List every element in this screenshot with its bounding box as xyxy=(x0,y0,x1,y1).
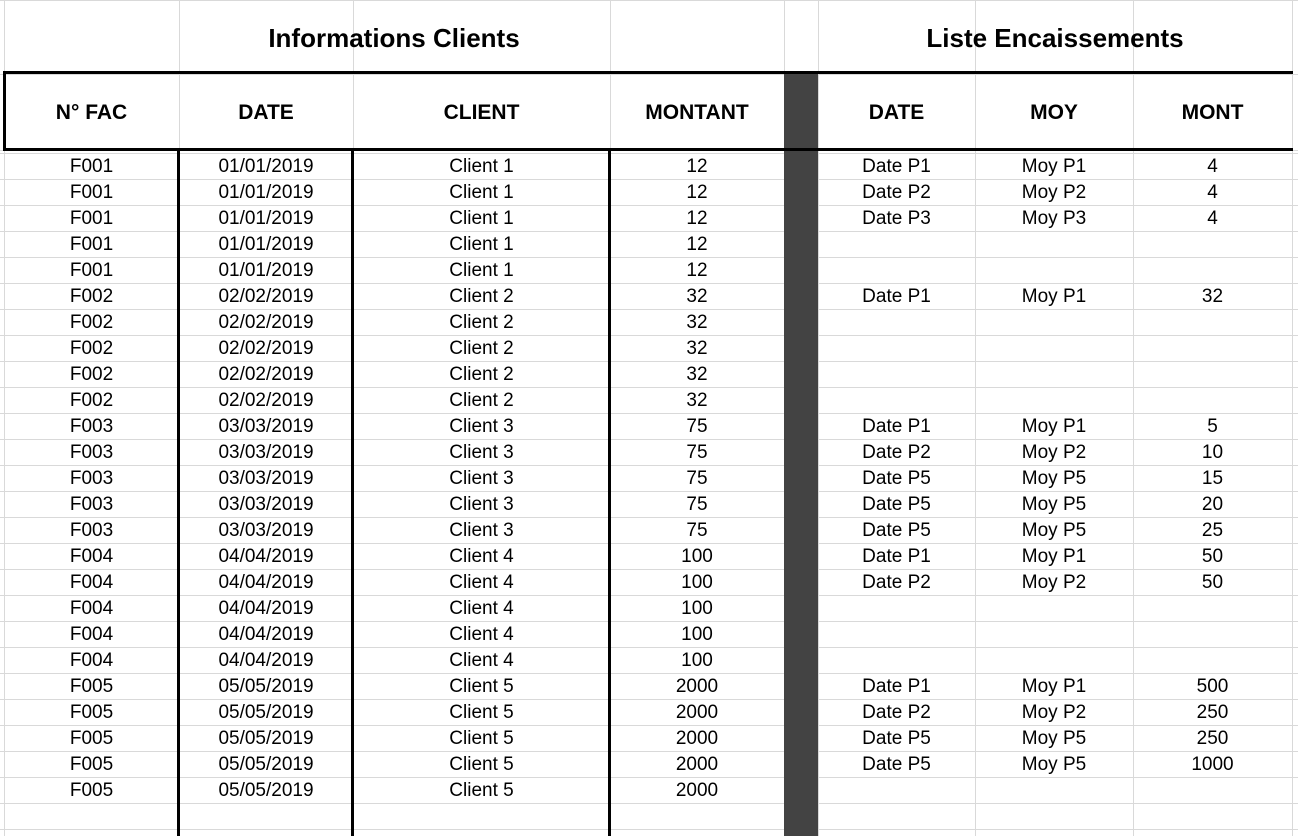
cell-moy[interactable] xyxy=(975,232,1133,258)
cell-date[interactable]: 03/03/2019 xyxy=(218,494,314,515)
cell-client[interactable]: Client 3 xyxy=(449,494,514,515)
cell-date[interactable]: 05/05/2019 xyxy=(218,676,314,697)
cell-client[interactable]: Client 1 xyxy=(449,156,514,177)
cell-moy[interactable]: Moy P2 xyxy=(1021,702,1087,723)
cell-mont[interactable]: 50 xyxy=(1201,572,1224,593)
cell-date-encaissement[interactable] xyxy=(818,778,975,804)
cell-moy[interactable]: Moy P3 xyxy=(1021,208,1087,229)
cell-num-fac[interactable]: F002 xyxy=(69,390,114,411)
cell-date[interactable] xyxy=(179,804,353,830)
cell-num-fac[interactable]: F001 xyxy=(69,208,114,229)
cell-mont[interactable]: 32 xyxy=(1201,286,1224,307)
cell-mont[interactable] xyxy=(1133,310,1292,336)
cell-montant[interactable]: 2000 xyxy=(675,676,719,697)
cell-moy[interactable]: Moy P5 xyxy=(1021,754,1087,775)
cell-moy[interactable]: Moy P1 xyxy=(1021,546,1087,567)
cell-client[interactable]: Client 4 xyxy=(449,650,514,671)
cell-mont[interactable]: 4 xyxy=(1207,208,1218,229)
cell-mont[interactable]: 4 xyxy=(1207,156,1218,177)
cell-num-fac[interactable]: F005 xyxy=(69,754,114,775)
cell-num-fac[interactable]: F001 xyxy=(69,156,114,177)
cell-moy[interactable]: Moy P5 xyxy=(1021,520,1087,541)
cell-client[interactable]: Client 5 xyxy=(449,702,514,723)
cell-montant[interactable]: 12 xyxy=(686,156,708,177)
cell-num-fac[interactable]: F002 xyxy=(69,338,114,359)
header-date[interactable]: DATE xyxy=(238,101,294,124)
cell-date-encaissement[interactable] xyxy=(818,258,975,284)
cell-moy[interactable] xyxy=(975,648,1133,674)
cell-date[interactable]: 04/04/2019 xyxy=(218,572,314,593)
cell-montant[interactable] xyxy=(610,804,784,830)
border-under-headers xyxy=(3,148,1293,151)
header-moy[interactable]: MOY xyxy=(1030,101,1078,124)
cell-montant[interactable]: 100 xyxy=(681,650,713,671)
title-liste-encaissements[interactable]: Liste Encaissements xyxy=(926,23,1184,53)
cell-num-fac[interactable]: F003 xyxy=(69,520,114,541)
cell-num-fac[interactable]: F001 xyxy=(69,234,114,255)
cell-montant[interactable]: 12 xyxy=(686,234,708,255)
cell-client[interactable]: Client 1 xyxy=(449,182,514,203)
cell-num-fac[interactable]: F003 xyxy=(69,468,114,489)
cell-client[interactable]: Client 2 xyxy=(449,338,514,359)
cell-montant[interactable]: 75 xyxy=(686,520,708,541)
cell-date-encaissement[interactable]: Date P2 xyxy=(862,442,931,463)
cell-client[interactable]: Client 2 xyxy=(449,286,514,307)
border-after-numfac xyxy=(177,150,180,836)
cell-moy[interactable]: Moy P5 xyxy=(1021,728,1087,749)
cell-date-encaissement[interactable] xyxy=(818,648,975,674)
cell-mont[interactable]: 10 xyxy=(1201,442,1224,463)
cell-mont[interactable]: 4 xyxy=(1207,182,1218,203)
header-date-encaissement[interactable]: DATE xyxy=(868,101,925,124)
cell-mont[interactable]: 25 xyxy=(1201,520,1224,541)
cell-mont[interactable] xyxy=(1133,778,1292,804)
cell-moy[interactable]: Moy P5 xyxy=(1021,494,1087,515)
cell-date[interactable]: 05/05/2019 xyxy=(218,754,314,775)
cell-num-fac[interactable]: F002 xyxy=(69,312,114,333)
cell-client[interactable]: Client 5 xyxy=(449,754,514,775)
cell-date-encaissement[interactable]: Date P5 xyxy=(862,520,931,541)
cell-date-encaissement[interactable] xyxy=(818,310,975,336)
cell-num-fac[interactable]: F002 xyxy=(69,364,114,385)
header-client[interactable]: CLIENT xyxy=(443,101,520,124)
cell-client[interactable]: Client 3 xyxy=(449,468,514,489)
cell-client[interactable]: Client 3 xyxy=(449,520,514,541)
cell-num-fac[interactable]: F001 xyxy=(69,260,114,281)
cell-date[interactable]: 01/01/2019 xyxy=(218,234,314,255)
cell-date-encaissement[interactable] xyxy=(818,388,975,414)
cell-date-encaissement[interactable] xyxy=(818,596,975,622)
cell-date-encaissement[interactable]: Date P1 xyxy=(862,416,931,437)
cell-date-encaissement[interactable]: Date P2 xyxy=(862,702,931,723)
cell-client[interactable]: Client 4 xyxy=(449,546,514,567)
cell-client[interactable] xyxy=(353,804,610,830)
cell-client[interactable]: Client 1 xyxy=(449,260,514,281)
cell-date-encaissement[interactable]: Date P2 xyxy=(862,182,931,203)
cell-moy[interactable]: Moy P1 xyxy=(1021,416,1087,437)
cell-date-encaissement[interactable] xyxy=(818,804,975,830)
cell-date-encaissement[interactable]: Date P1 xyxy=(862,286,931,307)
cell-date-encaissement[interactable] xyxy=(818,336,975,362)
cell-moy[interactable]: Moy P2 xyxy=(1021,442,1087,463)
cell-montant[interactable]: 12 xyxy=(686,208,708,229)
cell-montant[interactable]: 75 xyxy=(686,416,708,437)
cell-client[interactable]: Client 4 xyxy=(449,598,514,619)
cell-client[interactable]: Client 2 xyxy=(449,312,514,333)
cell-num-fac[interactable]: F004 xyxy=(69,572,114,593)
cell-moy[interactable] xyxy=(975,778,1133,804)
cell-date-encaissement[interactable]: Date P5 xyxy=(862,728,931,749)
cell-date[interactable]: 04/04/2019 xyxy=(218,546,314,567)
cell-client[interactable]: Client 2 xyxy=(449,390,514,411)
border-under-titles xyxy=(3,71,1293,74)
cell-date[interactable]: 05/05/2019 xyxy=(218,728,314,749)
border-left-headers xyxy=(3,71,6,151)
cell-date[interactable]: 02/02/2019 xyxy=(218,390,314,411)
cell-montant[interactable]: 100 xyxy=(681,624,713,645)
cell-num-fac[interactable]: F001 xyxy=(69,182,114,203)
cell-mont[interactable] xyxy=(1133,596,1292,622)
cell-date-encaissement[interactable]: Date P2 xyxy=(862,572,931,593)
cell-num-fac[interactable]: F002 xyxy=(69,286,114,307)
cell-mont[interactable] xyxy=(1133,362,1292,388)
cell-mont[interactable]: 250 xyxy=(1196,702,1229,723)
cell-date[interactable]: 03/03/2019 xyxy=(218,520,314,541)
cell-date[interactable]: 02/02/2019 xyxy=(218,364,314,385)
cell-date-encaissement[interactable] xyxy=(818,232,975,258)
cell-mont[interactable]: 50 xyxy=(1201,546,1224,567)
cell-mont[interactable] xyxy=(1133,648,1292,674)
cell-date-encaissement[interactable]: Date P1 xyxy=(862,156,931,177)
cell-mont[interactable] xyxy=(1133,804,1292,830)
cell-num-fac[interactable]: F003 xyxy=(69,442,114,463)
cell-mont[interactable]: 250 xyxy=(1196,728,1229,749)
cell-num-fac[interactable]: F004 xyxy=(69,598,114,619)
cell-date[interactable]: 01/01/2019 xyxy=(218,208,314,229)
cell-client[interactable]: Client 3 xyxy=(449,416,514,437)
cell-date[interactable]: 02/02/2019 xyxy=(218,286,314,307)
cell-montant[interactable]: 32 xyxy=(686,286,708,307)
cell-date[interactable]: 04/04/2019 xyxy=(218,624,314,645)
cell-num-fac[interactable]: F005 xyxy=(69,702,114,723)
border-after-client xyxy=(608,150,611,836)
cell-moy[interactable] xyxy=(975,362,1133,388)
grid-hline xyxy=(0,0,1298,1)
cell-num-fac[interactable]: F005 xyxy=(69,780,114,801)
cell-mont[interactable] xyxy=(1133,622,1292,648)
cell-mont[interactable]: 5 xyxy=(1207,416,1218,437)
cell-date[interactable]: 03/03/2019 xyxy=(218,468,314,489)
cell-num-fac[interactable]: F003 xyxy=(69,494,114,515)
cell-moy[interactable]: Moy P1 xyxy=(1021,676,1087,697)
cell-montant[interactable]: 2000 xyxy=(675,780,719,801)
cell-date-encaissement[interactable] xyxy=(818,622,975,648)
cell-client[interactable]: Client 4 xyxy=(449,572,514,593)
cell-client[interactable]: Client 1 xyxy=(449,208,514,229)
cell-montant[interactable]: 32 xyxy=(686,364,708,385)
cell-date[interactable]: 02/02/2019 xyxy=(218,312,314,333)
cell-moy[interactable] xyxy=(975,622,1133,648)
cell-montant[interactable]: 100 xyxy=(681,546,713,567)
cell-date[interactable]: 01/01/2019 xyxy=(218,156,314,177)
grid-hline xyxy=(0,74,1298,75)
cell-moy[interactable] xyxy=(975,804,1133,830)
cell-moy[interactable] xyxy=(975,388,1133,414)
cell-client[interactable]: Client 2 xyxy=(449,364,514,385)
cell-client[interactable]: Client 5 xyxy=(449,780,514,801)
cell-date[interactable]: 04/04/2019 xyxy=(218,650,314,671)
cell-mont[interactable]: 15 xyxy=(1201,468,1224,489)
cell-montant[interactable]: 12 xyxy=(686,260,708,281)
cell-mont[interactable] xyxy=(1133,232,1292,258)
cell-num-fac[interactable]: F005 xyxy=(69,728,114,749)
cell-mont[interactable]: 1000 xyxy=(1191,754,1234,775)
cell-date[interactable]: 05/05/2019 xyxy=(218,780,314,801)
header-mont[interactable]: MONT xyxy=(1181,101,1244,124)
cell-date-encaissement[interactable]: Date P1 xyxy=(862,546,931,567)
cell-date[interactable]: 05/05/2019 xyxy=(218,702,314,723)
cell-montant[interactable]: 32 xyxy=(686,390,708,411)
cell-moy[interactable]: Moy P1 xyxy=(1021,156,1087,177)
cell-mont[interactable] xyxy=(1133,336,1292,362)
cell-client[interactable]: Client 5 xyxy=(449,676,514,697)
cell-num-fac[interactable] xyxy=(4,804,179,830)
cell-mont[interactable]: 500 xyxy=(1196,676,1229,697)
cell-date[interactable]: 01/01/2019 xyxy=(218,182,314,203)
cell-date[interactable]: 04/04/2019 xyxy=(218,598,314,619)
cell-montant[interactable]: 12 xyxy=(686,182,708,203)
title-informations-clients[interactable]: Informations Clients xyxy=(268,23,520,53)
header-num-fac[interactable]: N° FAC xyxy=(55,101,128,124)
cell-client[interactable]: Client 4 xyxy=(449,624,514,645)
cell-mont[interactable]: 20 xyxy=(1201,494,1224,515)
cell-montant[interactable]: 75 xyxy=(686,494,708,515)
cell-moy[interactable]: Moy P2 xyxy=(1021,182,1087,203)
cell-moy[interactable] xyxy=(975,336,1133,362)
cell-date[interactable]: 03/03/2019 xyxy=(218,416,314,437)
cell-montant[interactable]: 75 xyxy=(686,468,708,489)
cell-client[interactable]: Client 1 xyxy=(449,234,514,255)
cell-moy[interactable] xyxy=(975,310,1133,336)
cell-montant[interactable]: 32 xyxy=(686,312,708,333)
cell-num-fac[interactable]: F004 xyxy=(69,546,114,567)
cell-montant[interactable]: 100 xyxy=(681,598,713,619)
header-montant[interactable]: MONTANT xyxy=(645,101,749,124)
cell-date-encaissement[interactable]: Date P3 xyxy=(862,208,931,229)
cell-date-encaissement[interactable] xyxy=(818,362,975,388)
cell-num-fac[interactable]: F003 xyxy=(69,416,114,437)
cell-client[interactable]: Client 5 xyxy=(449,728,514,749)
cell-montant[interactable]: 75 xyxy=(686,442,708,463)
cell-num-fac[interactable]: F004 xyxy=(69,624,114,645)
cell-date-encaissement[interactable]: Date P5 xyxy=(862,468,931,489)
cell-montant[interactable]: 2000 xyxy=(675,702,719,723)
cell-montant[interactable]: 100 xyxy=(681,572,713,593)
cell-num-fac[interactable]: F004 xyxy=(69,650,114,671)
cell-moy[interactable] xyxy=(975,596,1133,622)
border-after-date xyxy=(351,150,354,836)
cell-date[interactable]: 01/01/2019 xyxy=(218,260,314,281)
grid-vline xyxy=(1292,0,1293,836)
cell-moy[interactable]: Moy P2 xyxy=(1021,572,1087,593)
cell-date-encaissement[interactable]: Date P1 xyxy=(862,676,931,697)
cell-date[interactable]: 02/02/2019 xyxy=(218,338,314,359)
cell-date-encaissement[interactable]: Date P5 xyxy=(862,494,931,515)
cell-mont[interactable] xyxy=(1133,258,1292,284)
cell-client[interactable]: Client 3 xyxy=(449,442,514,463)
cell-moy[interactable]: Moy P1 xyxy=(1021,286,1087,307)
cell-mont[interactable] xyxy=(1133,388,1292,414)
cell-montant[interactable]: 2000 xyxy=(675,728,719,749)
cell-date-encaissement[interactable]: Date P5 xyxy=(862,754,931,775)
cell-moy[interactable]: Moy P5 xyxy=(1021,468,1087,489)
cell-date[interactable]: 03/03/2019 xyxy=(218,442,314,463)
separator-column xyxy=(784,74,818,836)
cell-moy[interactable] xyxy=(975,258,1133,284)
cell-num-fac[interactable]: F005 xyxy=(69,676,114,697)
cell-montant[interactable]: 2000 xyxy=(675,754,719,775)
cell-montant[interactable]: 32 xyxy=(686,338,708,359)
